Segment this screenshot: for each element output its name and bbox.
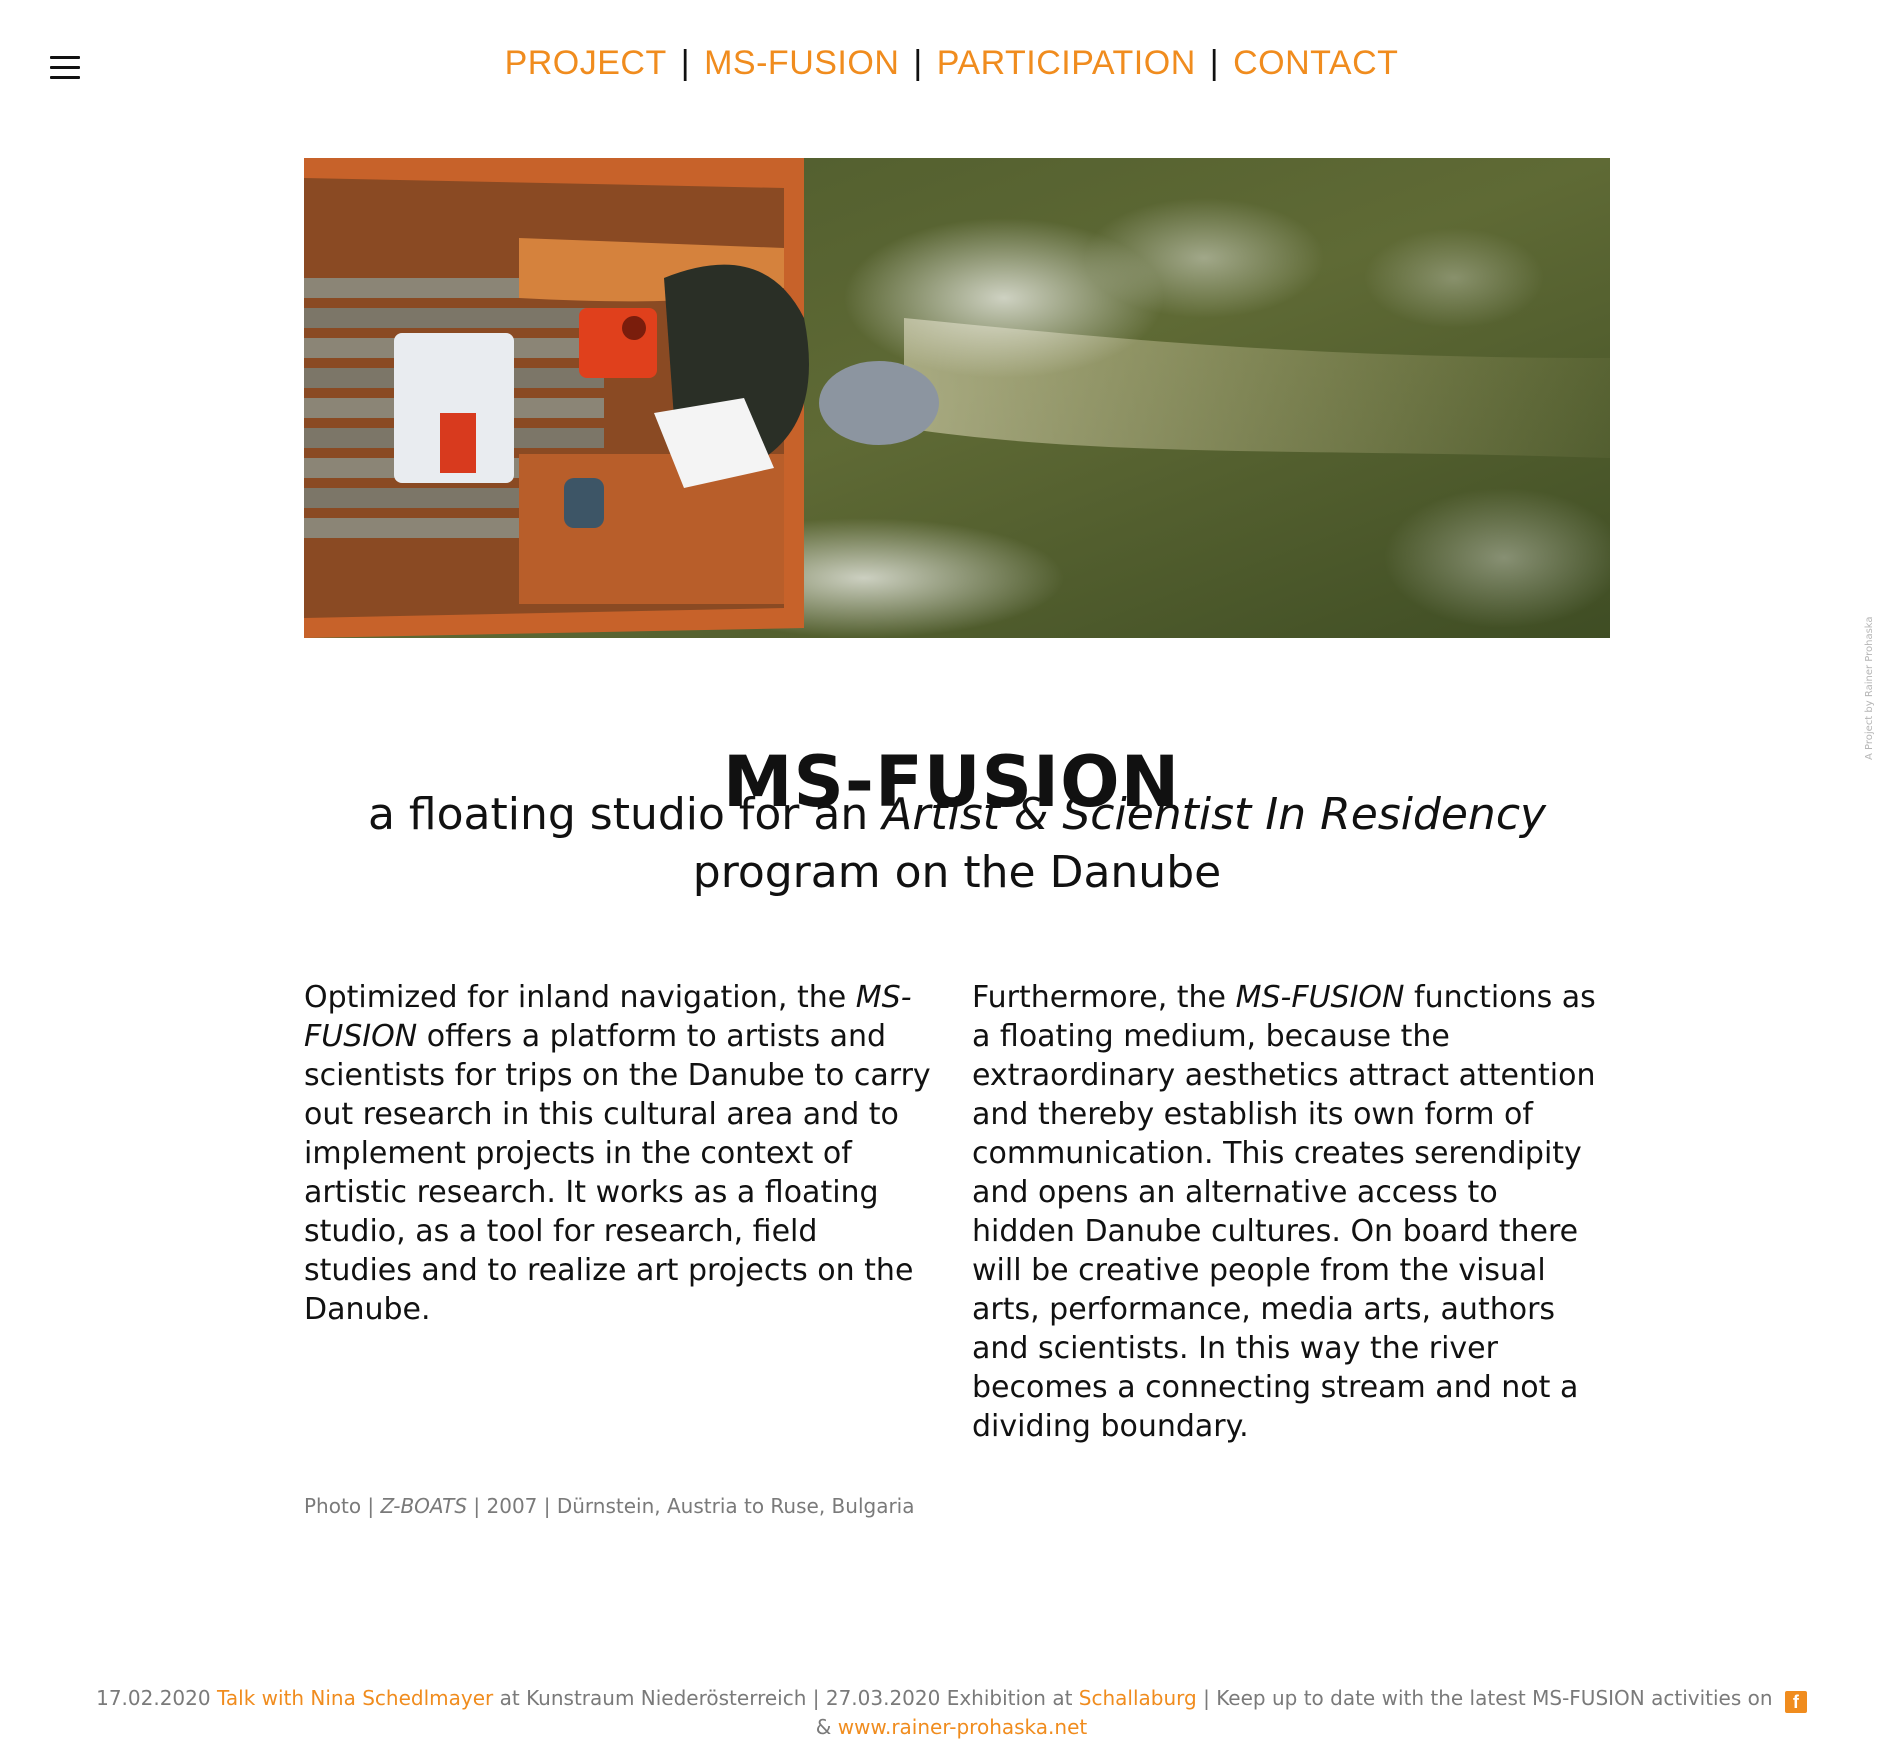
top-navigation xyxy=(0,44,1903,83)
footer-link-schallaburg[interactable]: Schallaburg xyxy=(1078,1686,1197,1710)
footer-text: 17.02.2020 xyxy=(96,1686,217,1710)
facebook-icon[interactable]: f xyxy=(1785,1691,1807,1713)
boat-on-river-photo xyxy=(304,158,1610,638)
footer-text: & xyxy=(815,1715,838,1739)
caption-emphasis: Z-BOATS xyxy=(380,1494,468,1518)
footer-text: at Kunstraum Niederösterreich | 27.03.2020 Exhibition at xyxy=(493,1686,1079,1710)
paragraph-text: offers a platform to artists and scientists for trips on the Danube to carry out research in this cultural area and to implement projects in the context of artistic research. It works as a floating studio, as a tool for research, field studies and to realize art projects on the Danube. xyxy=(304,1019,931,1327)
footer-news xyxy=(0,1684,1903,1742)
caption-text: | 2007 | Dürnstein, Austria to Ruse, Bulgaria xyxy=(467,1494,915,1518)
subtitle-emphasis: Artist & Scientist In Residency xyxy=(882,789,1547,840)
hero-photo xyxy=(304,158,1610,638)
nav-separator: | xyxy=(680,44,691,82)
subtitle-text: program on the Danube xyxy=(692,847,1222,898)
caption-text: Photo | xyxy=(304,1494,381,1518)
footer-link-talk[interactable]: Talk with Nina Schedlmayer xyxy=(216,1686,494,1710)
intro-paragraph xyxy=(304,978,934,1329)
paragraph-text: Furthermore, the xyxy=(972,980,1236,1015)
page-subtitle xyxy=(304,786,1610,902)
paragraph-emphasis: MS-FUSION xyxy=(1235,980,1405,1015)
nav-participation[interactable]: PARTICIPATION xyxy=(936,44,1196,82)
nav-separator: | xyxy=(1209,44,1220,82)
side-credit: A Project by Rainer Prohaska xyxy=(1864,616,1875,760)
nav-contact[interactable]: CONTACT xyxy=(1233,44,1399,82)
nav-ms-fusion[interactable]: MS-FUSION xyxy=(704,44,900,82)
photo-caption xyxy=(304,1494,915,1518)
paragraph-emphasis: MS-FUSION xyxy=(304,980,912,1054)
second-paragraph xyxy=(972,978,1602,1446)
paragraph-text: Optimized for inland navigation, the xyxy=(304,980,856,1015)
subtitle-text: a floating studio for an xyxy=(367,789,883,840)
footer-link-website[interactable]: www.rainer-prohaska.net xyxy=(837,1715,1088,1739)
paragraph-text: functions as a floating medium, because the extraordinary aesthetics attract attention and thereby establish its own form of communication. This creates serendipity and opens an alternative access to hidden Danube cultures. On board there will be creative people from the visual arts, performance, media arts, authors and scientists. In this way the river becomes a connecting stream and not a dividing boundary. xyxy=(972,980,1596,1444)
nav-project[interactable]: PROJECT xyxy=(504,44,667,82)
nav-separator: | xyxy=(913,44,923,82)
footer-text: | Keep up to date with the latest MS-FUSION activities on xyxy=(1196,1686,1779,1710)
page-title: MS-FUSION xyxy=(722,740,1181,823)
